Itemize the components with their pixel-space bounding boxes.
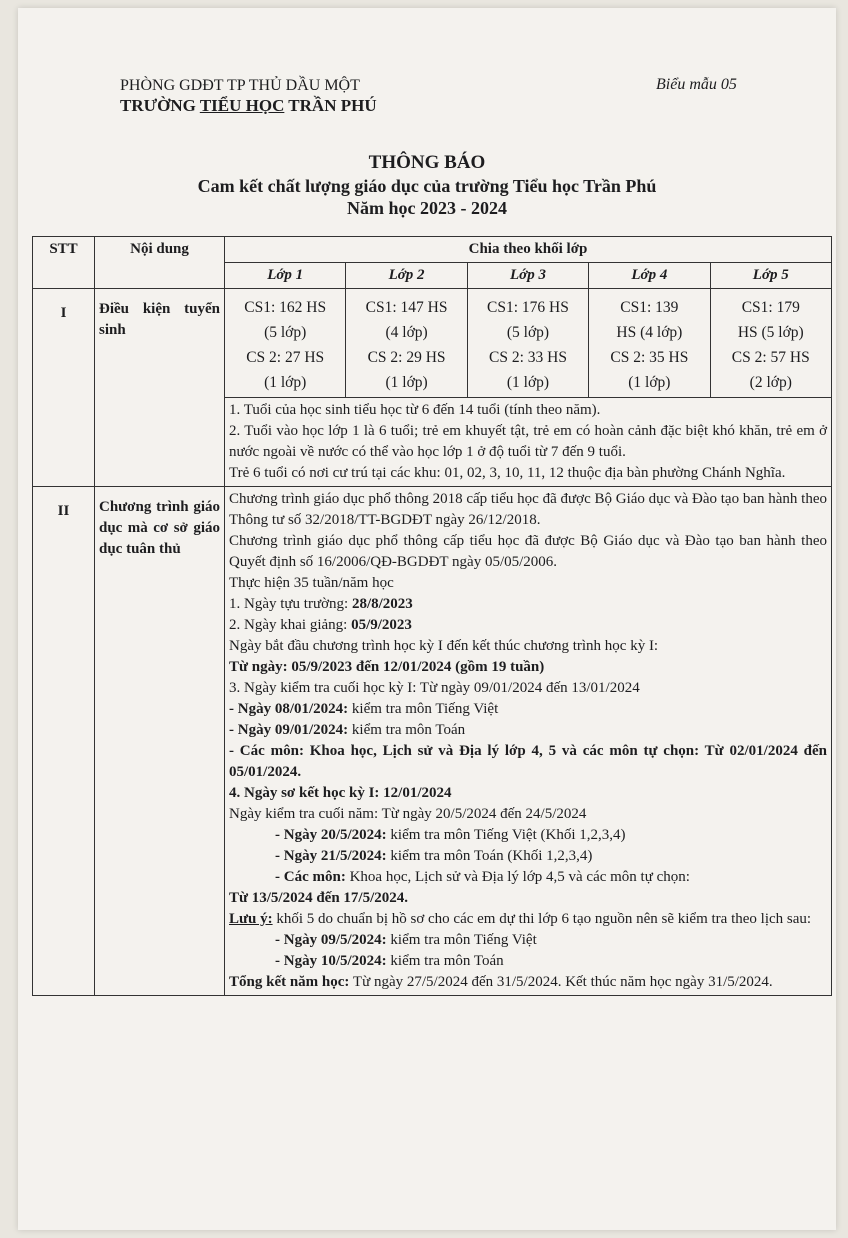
line-label: - Ngày 10/5/2024: [275,953,387,969]
line-value: Từ ngày 27/5/2024 đến 31/5/2024. Kết thúc năm học ngày 31/5/2024. [349,974,773,990]
row-stt: II [33,487,95,996]
cell-line: HS (4 lớp) [616,324,683,341]
cell-line: CS 2: 57 HS [731,349,810,366]
col-content-header: Nội dung [95,237,225,289]
program-line [229,909,827,930]
cell-line: HS (5 lớp) [737,324,804,341]
cell-line: CS1: 176 HS [487,299,569,316]
school-underlined: TIỂU HỌC [199,96,285,115]
cell-line: CS1: 147 HS [365,299,448,316]
notice-subtitle: Cam kết chất lượng giáo dục của trường Tiểu học Trần Phú [197,176,657,196]
program-line: 3. Ngày kiểm tra cuối học kỳ I: Từ ngày 09/01/2024 đến 13/01/2024 [229,680,640,696]
note-line: 2. Tuổi vào học lớp 1 là 6 tuổi; trẻ em khuyết tật, trẻ em có hoàn cảnh đặc biệt khó khăn, trẻ em ở nước ngoài về nước có thể vào học lớp 1 ở độ tuổi từ 7 đến 9 tuổi. [229,423,827,460]
table-row-program [33,487,832,996]
table-row-admission [33,289,832,398]
school-name [120,96,377,116]
line-label: 1. Ngày tựu trường: [229,596,352,612]
program-line [229,699,827,720]
col-stt-header: STT [33,237,95,289]
program-line [229,615,827,636]
cell-line: CS 2: 27 HS [246,349,325,366]
note-line: 1. Tuổi của học sinh tiểu học từ 6 đến 14 tuổi (tính theo năm). [229,402,601,418]
col-group-header: Chia theo khối lớp [225,237,832,263]
program-line [229,825,827,846]
commitment-table [32,236,832,996]
line-value: khối 5 do chuẩn bị hồ sơ cho các em dự thi lớp 6 tạo nguồn nên sẽ kiểm tra theo lịch sau: [272,911,812,927]
line-value: 05/9/2023 [351,617,412,633]
program-line [229,846,827,867]
grade-cell-3 [467,289,588,398]
school-year: Năm học 2023 - 2024 [347,198,507,218]
cell-line: CS 2: 29 HS [367,349,446,366]
form-label: Biểu mẫu 05 [656,76,737,93]
program-line [229,930,827,951]
line-label: - Ngày 09/5/2024: [275,932,387,948]
program-line [229,951,827,972]
program-line [229,594,827,615]
line-value: kiểm tra môn Toán [386,953,504,969]
line-label: - Ngày 08/01/2024: [229,701,349,717]
program-line: Ngày kiểm tra cuối năm: Từ ngày 20/5/2024 đến 24/5/2024 [229,806,587,822]
cell-line: (1 lớp) [506,374,550,391]
cell-line: (5 lớp) [506,324,550,341]
document-page [18,8,836,1230]
line-value: Khoa học, Lịch sử và Địa lý lớp 4,5 và các môn tự chọn: [345,869,690,885]
line-label: - Ngày 21/5/2024: [275,848,387,864]
program-line [229,720,827,741]
line-value: kiểm tra môn Toán (Khối 1,2,3,4) [386,848,593,864]
grade-header-1: Lớp 1 [225,263,346,289]
grade-header-3: Lớp 3 [467,263,588,289]
grade-cell-5 [710,289,831,398]
grade-cell-4 [589,289,710,398]
admission-notes [225,398,832,487]
cell-line: (5 lớp) [264,324,307,341]
program-line: Từ 13/5/2024 đến 17/5/2024. [229,890,409,906]
line-value: kiểm tra môn Toán [348,722,466,738]
cell-line: CS1: 139 [620,299,679,316]
program-line [229,972,827,993]
line-label: - Ngày 20/5/2024: [275,827,387,843]
program-line: Chương trình giáo dục phổ thông 2018 cấp tiểu học đã được Bộ Giáo dục và Đào tạo ban hành theo Thông tư số 32/2018/TT-BGDĐT ngày 26/12/2018. [229,491,827,528]
program-line: Chương trình giáo dục phổ thông cấp tiểu học đã được Bộ Giáo dục và Đào tạo ban hành theo Quyết định số 16/2006/QĐ-BGDĐT ngày 05/05/2006. [229,533,827,570]
program-line: - Các môn: Khoa học, Lịch sử và Địa lý lớp 4, 5 và các môn tự chọn: Từ 02/01/2024 đến 05/01/2024. [229,743,827,780]
school-prefix: TRƯỜNG [120,96,200,115]
row-content: Điều kiện tuyển sinh [95,289,225,487]
grade-cell-1 [225,289,346,398]
row-content: Chương trình giáo dục mà cơ sở giáo dục tuân thủ [95,487,225,996]
program-line: Thực hiện 35 tuần/năm học [229,575,394,591]
grade-header-4: Lớp 4 [589,263,710,289]
cell-line: CS1: 179 [741,299,800,316]
line-value: kiểm tra môn Tiếng Việt (Khối 1,2,3,4) [386,827,626,843]
grade-cell-2 [346,289,467,398]
cell-line: (4 lớp) [385,324,428,341]
cell-line: CS1: 162 HS [244,299,327,316]
program-line [229,867,827,888]
grade-header-5: Lớp 5 [710,263,831,289]
school-suffix: TRẦN PHÚ [284,96,377,115]
line-label: Tổng kết năm học: [229,974,350,990]
cell-line: (1 lớp) [264,374,307,391]
line-value: 28/8/2023 [351,596,413,612]
notice-title: THÔNG BÁO [368,152,486,173]
row-stt: I [33,289,95,487]
line-label: Lưu ý: [229,911,273,927]
line-label: - Ngày 09/01/2024: [229,722,349,738]
line-label: - Các môn: [275,869,346,885]
cell-line: CS 2: 33 HS [488,349,567,366]
cell-line: (2 lớp) [749,374,792,391]
cell-line: CS 2: 35 HS [610,349,689,366]
cell-line: (1 lớp) [385,374,428,391]
program-line: 4. Ngày sơ kết học kỳ I: 12/01/2024 [229,785,452,801]
grade-header-2: Lớp 2 [346,263,467,289]
program-details [225,487,832,996]
department-name: PHÒNG GDĐT TP THỦ DẦU MỘT [120,77,360,94]
program-line: Ngày bắt đầu chương trình học kỳ I đến kết thúc chương trình học kỳ I: [229,638,659,654]
line-value: kiểm tra môn Tiếng Việt [386,932,537,948]
note-line: Trẻ 6 tuổi có nơi cư trú tại các khu: 01, 02, 3, 10, 11, 12 thuộc địa bàn phường Chánh Nghĩa. [229,465,786,481]
program-line: Từ ngày: 05/9/2023 đến 12/01/2024 (gồm 19 tuần) [229,659,545,675]
table-header-row [33,237,832,263]
cell-line: (1 lớp) [628,374,671,391]
header-left [120,76,377,116]
line-value: kiểm tra môn Tiếng Việt [348,701,499,717]
line-label: 2. Ngày khai giảng: [229,617,352,633]
